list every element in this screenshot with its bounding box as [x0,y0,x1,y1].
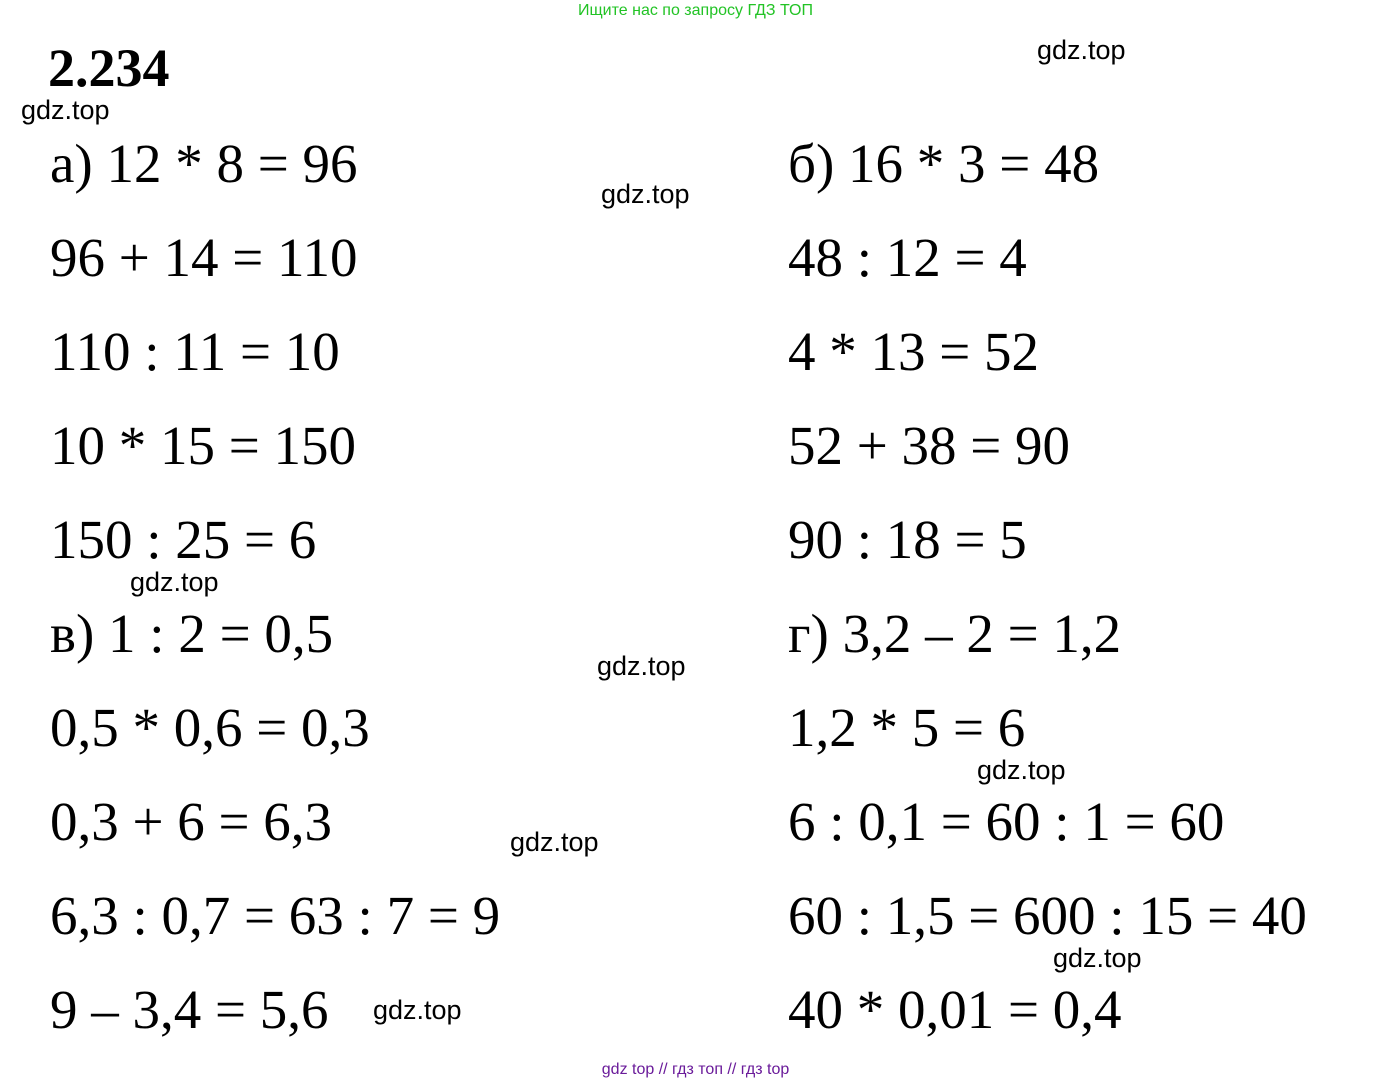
equation-line: г) 3,2 – 2 = 1,2 [788,603,1122,664]
equation-line: 4 * 13 = 52 [788,321,1040,382]
equation-line: 90 : 18 = 5 [788,509,1027,570]
solution-column-left [50,132,500,1072]
watermark: gdz.top [601,179,690,209]
problem-number: 2.234 [48,38,170,98]
equation-line: 6 : 0,1 = 60 : 1 = 60 [788,791,1225,852]
top-banner: Ищите нас по запросу ГДЗ ТОП [578,2,813,19]
equation-line: а) 12 * 8 = 96 [50,133,358,194]
watermark: gdz.top [130,567,219,597]
equation-line: 0,5 * 0,6 = 0,3 [50,697,370,758]
footer-links: gdz top // гдз топ // гдз top [601,1061,790,1078]
equation-line: 48 : 12 = 4 [788,227,1027,288]
solution-column-right [788,132,1307,1072]
equation-line: в) 1 : 2 = 0,5 [50,603,334,664]
watermark: gdz.top [597,651,686,681]
equation-line: 6,3 : 0,7 = 63 : 7 = 9 [50,885,501,946]
equation-line: 40 * 0,01 = 0,4 [788,979,1122,1040]
equation-line: 52 + 38 = 90 [788,415,1071,476]
equation-line: 9 – 3,4 = 5,6 [50,979,329,1040]
equation-line: 10 * 15 = 150 [50,415,357,476]
watermark: gdz.top [373,995,462,1025]
watermark: gdz.top [21,95,110,125]
equation-line: 96 + 14 = 110 [50,227,358,288]
equation-line: 60 : 1,5 = 600 : 15 = 40 [788,885,1307,946]
watermark: gdz.top [1053,943,1142,973]
equation-line: 0,3 + 6 = 6,3 [50,791,333,852]
watermark: gdz.top [977,755,1066,785]
equation-line: б) 16 * 3 = 48 [788,133,1100,194]
watermark: gdz.top [510,827,599,857]
watermark: gdz.top [1037,35,1126,65]
equation-line: 1,2 * 5 = 6 [788,697,1026,758]
equation-line: 150 : 25 = 6 [50,509,317,570]
equation-line: 110 : 11 = 10 [50,321,340,382]
